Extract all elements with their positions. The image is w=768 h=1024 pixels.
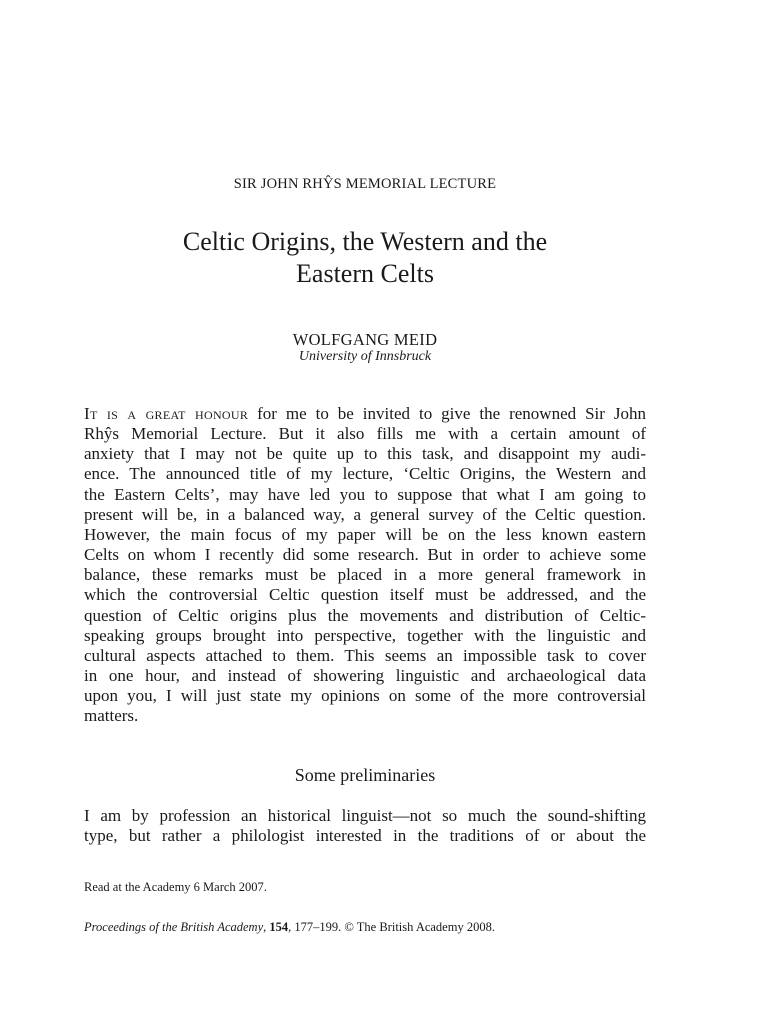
citation-separator: , bbox=[263, 920, 270, 934]
paragraph-line: ence. The announced title of my lecture, ‘Celtic Origins, the Western and bbox=[84, 464, 646, 484]
paragraph-line: Celts on whom I recently did some research. But in order to achieve some bbox=[84, 545, 646, 565]
article-title-line: Celtic Origins, the Western and the bbox=[182, 227, 548, 256]
paragraph-line: question of Celtic origins plus the movements and distribution of Celtic- bbox=[84, 605, 646, 625]
citation-rest: , 177–199. © The British Academy 2008. bbox=[288, 920, 495, 934]
article-title bbox=[84, 226, 646, 290]
paragraph-line: Rhŷs Memorial Lecture. But it also fills me with a certain amount of bbox=[84, 424, 646, 444]
citation-journal: Proceedings of the British Academy bbox=[84, 920, 264, 934]
paragraph-line: the Eastern Celts’, may have led you to suppose that what I am going to bbox=[84, 484, 646, 504]
paragraph-line: in one hour, and instead of showering linguistic and archaeological data bbox=[84, 666, 646, 686]
paragraph-line: balance, these remarks must be placed in a more general framework in bbox=[84, 565, 646, 585]
document-page bbox=[84, 0, 646, 1024]
citation bbox=[84, 920, 646, 935]
author-affiliation: University of Innsbruck bbox=[298, 349, 432, 364]
paragraph-line: However, the main focus of my paper will be on the less known eastern bbox=[84, 524, 646, 544]
paragraph-line: which the controversial Celtic question itself must be addressed, and the bbox=[84, 585, 646, 605]
series-label: SIR JOHN RHŶS MEMORIAL LECTURE bbox=[233, 176, 497, 192]
paragraph-line: type, but rather a philologist interested in the traditions of or about the bbox=[84, 826, 646, 846]
paragraph-line: cultural aspects attached to them. This seems an impossible task to cover bbox=[84, 645, 646, 665]
paragraph-line: speaking groups brought into perspective, together with the linguistic and bbox=[84, 625, 646, 645]
footnote: Read at the Academy 6 March 2007. bbox=[84, 880, 267, 894]
paragraph-line: present will be, in a balanced way, a general survey of the Celtic question. bbox=[84, 504, 646, 524]
paragraph-line bbox=[84, 404, 646, 424]
author-name: WOLFGANG MEID bbox=[292, 330, 438, 349]
section-heading: Some preliminaries bbox=[294, 765, 436, 785]
paragraph-line: upon you, I will just state my opinions on some of the more controversial bbox=[84, 686, 646, 706]
paragraph-line: I am by profession an historical linguist—not so much the sound-shifting bbox=[84, 806, 646, 825]
citation-volume: 154 bbox=[269, 920, 289, 934]
paragraph-line-text: for me to be invited to give the renowned Sir John bbox=[248, 404, 646, 423]
paragraph-preliminaries bbox=[84, 806, 646, 846]
paragraph-line: anxiety that I may not be quite up to this task, and disappoint my audi- bbox=[84, 444, 646, 464]
opening-smallcaps: It is a great honour bbox=[84, 404, 249, 423]
paragraph-intro bbox=[84, 404, 646, 727]
article-title-line: Eastern Celts bbox=[296, 259, 434, 288]
paragraph-line: matters. bbox=[84, 706, 139, 726]
